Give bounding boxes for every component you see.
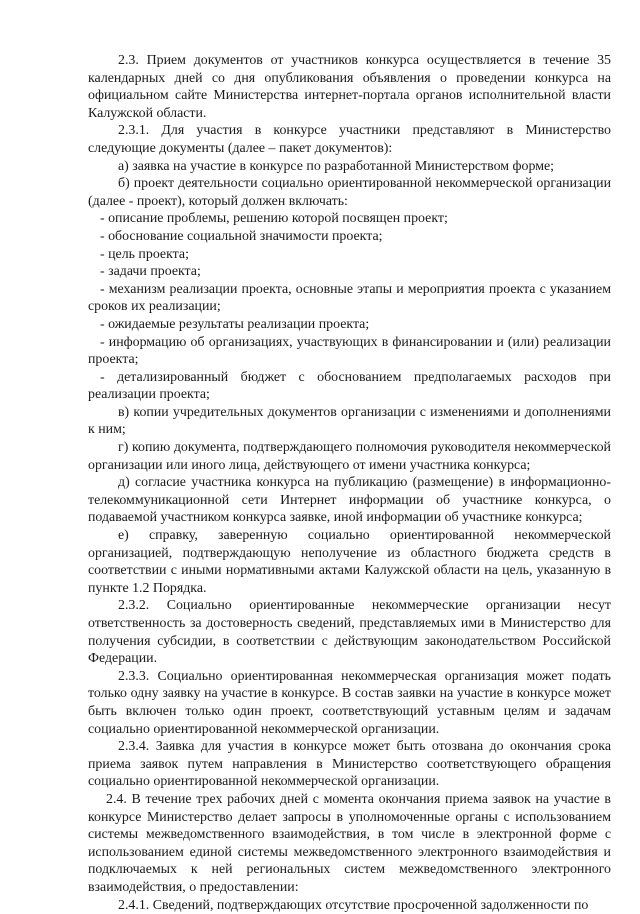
paragraph-2-4: 2.4. В течение трех рабочих дней с момента окончания приема заявок на участие в конкурсе Министерство делает запросы в уполномоченные органы с использованием системы межведомственного взаимодействия, в том числе в электронной форме с использованием единой системы межведомственного электронного взаимодействия и подключаемых к ней региональных систем межведомственного электронного взаимодействия, о предоставлении: xyxy=(88,791,611,897)
paragraph-2-3-1: 2.3.1. Для участия в конкурсе участники представляют в Министерство следующие документы (далее – пакет документов): xyxy=(88,122,611,157)
paragraph-2-4-1: 2.4.1. Сведений, подтверждающих отсутствие просроченной задолженности по xyxy=(88,897,611,914)
paragraph-2-3: 2.3. Прием документов от участников конкурса осуществляется в течение 35 календарных дней со дня опубликования объявления о проведении конкурса на официальном сайте Министерства интернет-портала органов исполнительной власти Калужской области. xyxy=(88,52,611,122)
list-item-results: - ожидаемые результаты реализации проекта; xyxy=(88,316,611,334)
list-item-significance: - обоснование социальной значимости проекта; xyxy=(88,228,611,246)
paragraph-item-d: д) согласие участника конкурса на публикацию (размещение) в информационно-телекоммуникационной сети Интернет информации об участнике конкурса, о подаваемой участником конкурса заявке, иной информации об участнике конкурса; xyxy=(88,474,611,527)
paragraph-2-3-3: 2.3.3. Социально ориентированная некоммерческая организация может подать только одну заявку на участие в конкурсе. В состав заявки на участие в конкурсе может быть включен только один проект, соответствующий уставным целям и задачам социально ориентированной некоммерческой организации. xyxy=(88,668,611,738)
paragraph-2-3-4: 2.3.4. Заявка для участия в конкурсе может быть отозвана до окончания срока приема заявок путем направления в Министерство соответствующего обращения социально ориентированной некоммерческой организации. xyxy=(88,738,611,791)
paragraph-item-v: в) копии учредительных документов организации с изменениями и дополнениями к ним; xyxy=(88,404,611,439)
paragraph-2-3-2: 2.3.2. Социально ориентированные некоммерческие организации несут ответственность за достоверность сведений, представляемых ими в Министерство для получения субсидии, в соответствии с действующим законодательством Российской Федерации. xyxy=(88,597,611,667)
list-item-organizations: - информацию об организациях, участвующих в финансировании и (или) реализации проекта; xyxy=(88,334,611,369)
paragraph-item-e: е) справку, заверенную социально ориентированной некоммерческой организацией, подтверждающую неполучение из областного бюджета средств в соответствии с иными нормативными актами Калужской области на цель, указанную в пункте 1.2 Порядка. xyxy=(88,527,611,597)
paragraph-item-a: а) заявка на участие в конкурсе по разработанной Министерством форме; xyxy=(88,158,611,176)
list-item-budget: - детализированный бюджет с обоснованием предполагаемых расходов при реализации проекта; xyxy=(88,369,611,404)
paragraph-item-g: г) копию документа, подтверждающего полномочия руководителя некоммерческой организации или иного лица, действующего от имени участника конкурса; xyxy=(88,439,611,474)
paragraph-item-b: б) проект деятельности социально ориентированной некоммерческой организации (далее - проект), который должен включать: xyxy=(88,175,611,210)
list-item-problem: - описание проблемы, решению которой посвящен проект; xyxy=(88,210,611,228)
list-item-mechanism: - механизм реализации проекта, основные этапы и мероприятия проекта с указанием сроков их реализации; xyxy=(88,281,611,316)
list-item-goal: - цель проекта; xyxy=(88,246,611,264)
list-item-tasks: - задачи проекта; xyxy=(88,263,611,281)
